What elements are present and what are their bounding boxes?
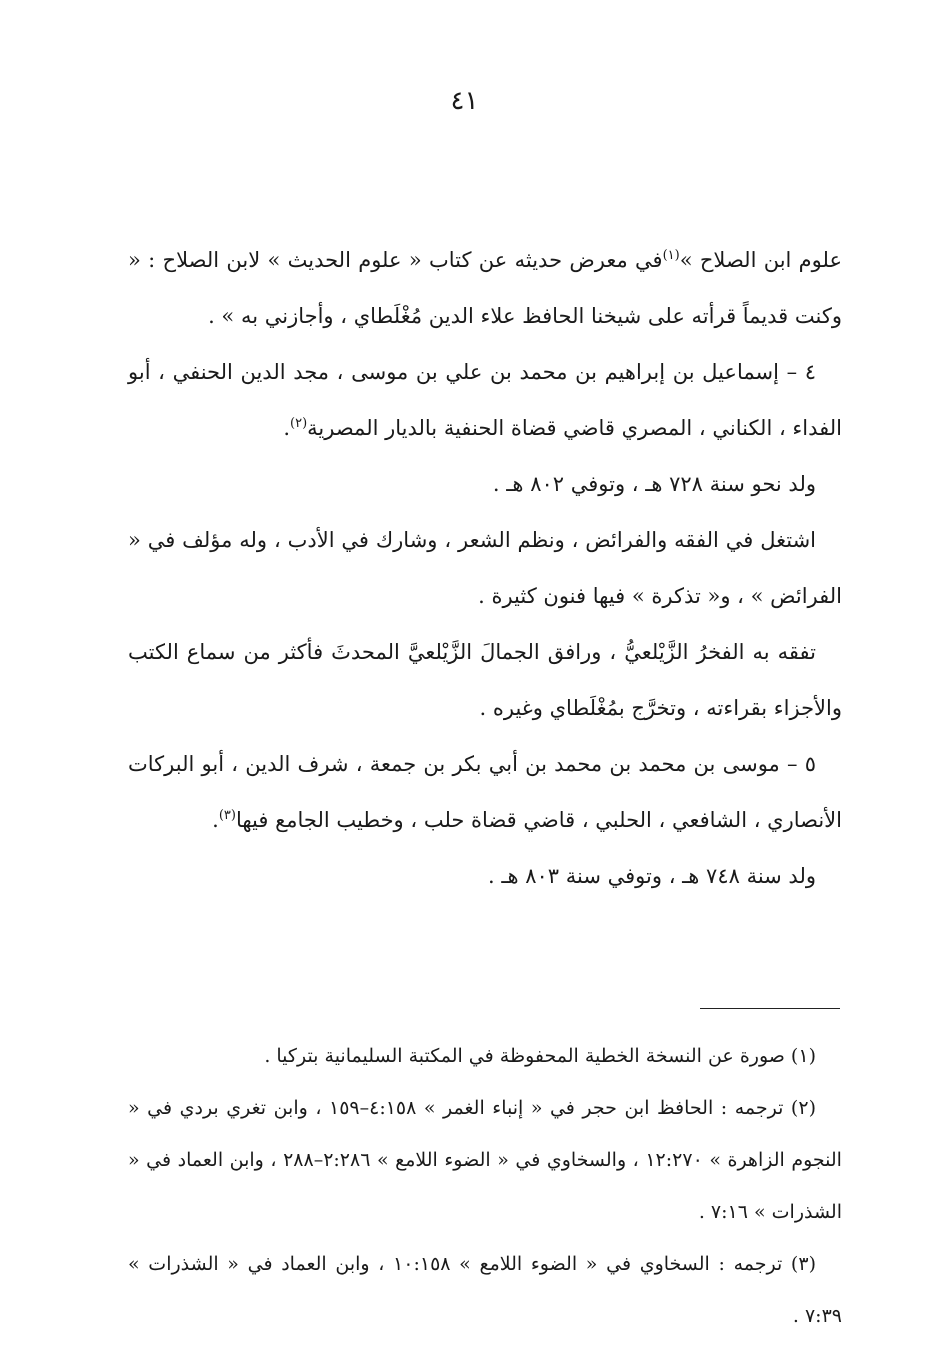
page-number: ٤١ — [450, 86, 479, 116]
footnote-divider — [700, 1008, 840, 1009]
paragraph-text: علوم ابن الصلاح » — [679, 248, 843, 272]
footnote-3: (٣) ترجمه : السخاوي في « الضوء اللامع » ١٠:١٥٨ ، وابن العماد في « الشذرات » ٧:٣٩ . — [128, 1253, 842, 1327]
footnote-marker: (٢) — [290, 416, 308, 431]
entry-ismail — [128, 344, 842, 456]
paragraph-students: تفقه به الفخرُ الزَّيْلعيُّ ، ورافق الجمالَ الزَّيْلعيَّ المحدثَ فأكثر من سماع الكتب والأجزاء بقراءته ، وتخرَّج بمُغْلَطاي وغيره . — [128, 640, 842, 720]
paragraph-end: . — [283, 416, 291, 440]
entry-musa — [128, 736, 842, 848]
birth-death-musa: ولد سنة ٧٤٨ هـ ، وتوفي سنة ٨٠٣ هـ . — [487, 864, 816, 888]
footnote-1: (١) صورة عن النسخة الخطية المحفوظة في المكتبة السليمانية بتركيا . — [264, 1045, 816, 1067]
paragraph-studies: اشتغل في الفقه والفرائض ، ونظم الشعر ، وشارك في الأدب ، وله مؤلف في « الفرائض » ، و« تذكرة » فيها فنون كثيرة . — [128, 528, 842, 608]
main-text — [128, 232, 842, 904]
paragraph-text: ٤ – إسماعيل بن إبراهيم بن محمد بن علي بن موسى ، مجد الدين الحنفي ، أبو الفداء ، الكناني ، المصري قاضي قضاة الحنفية بالديار المصرية — [128, 360, 842, 440]
paragraph-continuation — [128, 232, 842, 344]
footnote-marker: (١) — [662, 248, 680, 263]
paragraph-end: . — [212, 808, 219, 832]
footnote-marker: (٣) — [218, 808, 236, 823]
birth-death-ismail: ولد نحو سنة ٧٢٨ هـ ، وتوفي ٨٠٢ هـ . — [492, 472, 816, 496]
footnotes — [128, 1030, 842, 1342]
paragraph-text: في معرض حديثه عن كتاب « علوم الحديث » لابن الصلاح : « وكنت قديماً قرأته على شيخنا الحافظ علاء الدين مُغْلَطاي ، وأجازني به » . — [128, 248, 842, 328]
paragraph-text: ٥ – موسى بن محمد بن محمد بن أبي بكر بن جمعة ، شرف الدين ، أبو البركات الأنصاري ، الشافعي ، الحلبي ، قاضي قضاة حلب ، وخطيب الجامع فيها — [128, 752, 842, 832]
footnote-2: (٢) ترجمه : الحافظ ابن حجر في « إنباء الغمر » ٤:١٥٨–١٥٩ ، وابن تغري بردي في « النجوم الزاهرة » ١٢:٢٧٠ ، والسخاوي في « الضوء اللامع » ٢:٢٨٦–٢٨٨ ، وابن العماد في « الشذرات » ٧:١٦ . — [128, 1097, 842, 1223]
